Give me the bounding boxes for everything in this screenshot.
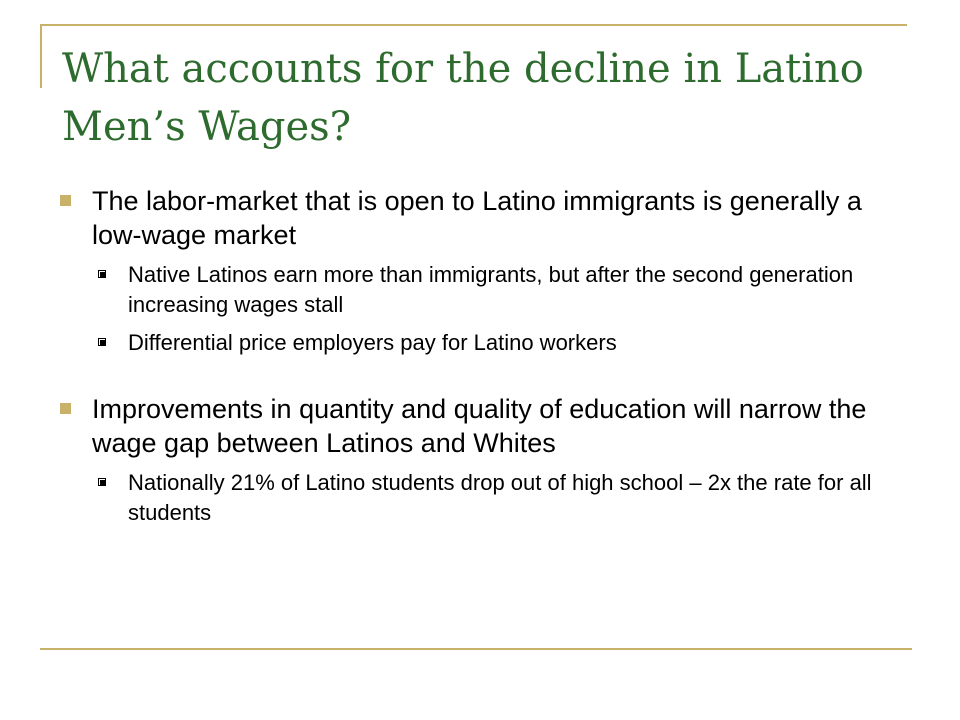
sub-bullet-text: Nationally 21% of Latino students drop out of high school – 2x the rate for all students (128, 470, 872, 525)
bullet-text: The labor-market that is open to Latino immigrants is generally a low-wage market (92, 186, 862, 250)
slide-body (54, 184, 914, 528)
sub-bullet-text: Native Latinos earn more than immigrants, but after the second generation increasing wages stall (128, 262, 854, 317)
sub-bullet-item (54, 328, 914, 358)
square-bullet-icon (60, 403, 71, 414)
sub-bullet-item (54, 468, 914, 528)
bullet-text: Improvements in quantity and quality of education will narrow the wage gap between Latinos and Whites (92, 394, 867, 458)
bullet-item (54, 184, 914, 252)
checkbox-bullet-icon (98, 270, 106, 278)
checkbox-bullet-icon (98, 478, 106, 486)
bottom-rule (40, 648, 912, 650)
left-rule (40, 24, 42, 88)
sub-bullet-item (54, 260, 914, 320)
bullet-item (54, 392, 914, 460)
checkbox-bullet-icon (98, 338, 106, 346)
sub-bullet-text: Differential price employers pay for Latino workers (128, 330, 617, 355)
square-bullet-icon (60, 195, 71, 206)
slide-title: What accounts for the decline in Latino Men’s Wages? (62, 46, 864, 150)
top-rule (40, 24, 907, 26)
